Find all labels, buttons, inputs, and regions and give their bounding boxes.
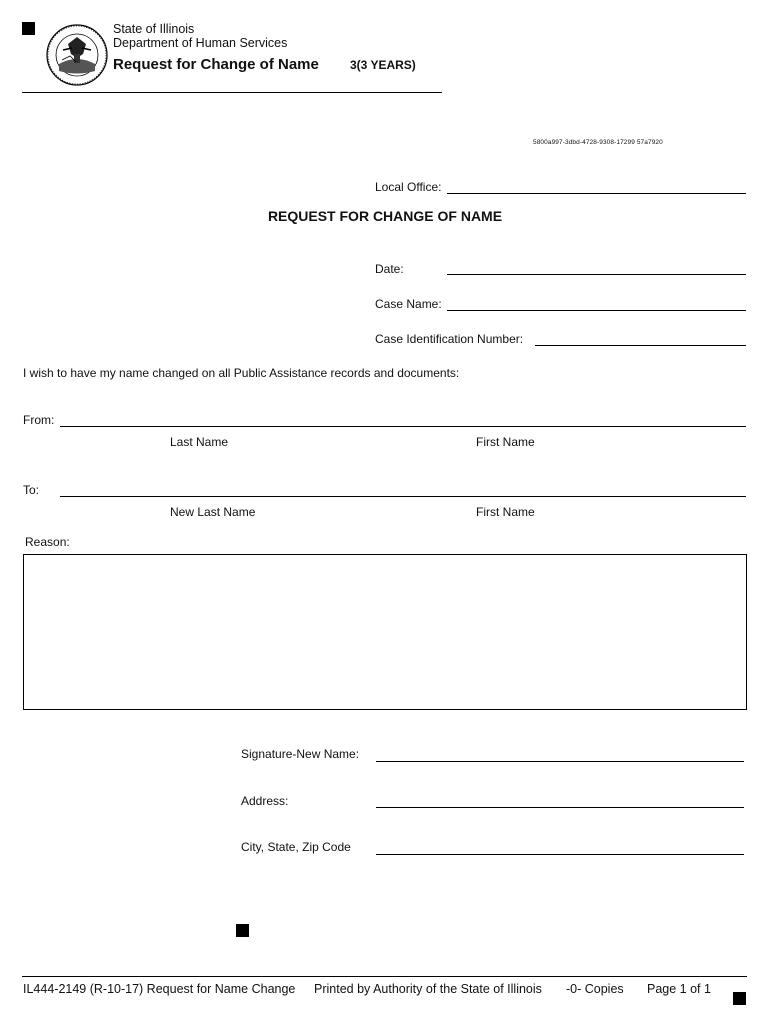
case-id-label: Case Identification Number:	[375, 332, 524, 346]
footer-form-number: IL444-2149 (R-10-17) Request for Name Change	[23, 982, 296, 996]
illinois-seal-icon	[46, 24, 108, 86]
date-label: Date:	[375, 262, 404, 276]
footer-page-number: Page 1 of 1	[647, 982, 711, 996]
retention-period: 3(3 YEARS)	[350, 58, 416, 72]
case-name-label: Case Name:	[375, 297, 442, 311]
case-id-field[interactable]	[535, 345, 746, 346]
from-last-name-caption: Last Name	[170, 435, 229, 449]
footer-authority: Printed by Authority of the State of Illinois	[314, 982, 542, 996]
header-rule	[22, 92, 442, 93]
to-first-name-caption: First Name	[476, 505, 535, 519]
to-last-name-caption: New Last Name	[170, 505, 256, 519]
local-office-field[interactable]	[447, 193, 746, 194]
to-name-field[interactable]	[60, 496, 746, 497]
from-name-field[interactable]	[60, 426, 746, 427]
statement-text: I wish to have my name changed on all Public Assistance records and documents:	[23, 366, 460, 380]
registration-mark-top-left	[22, 22, 35, 35]
reason-label: Reason:	[25, 535, 70, 549]
address-label: Address:	[241, 794, 289, 808]
registration-mark-center	[236, 924, 249, 937]
from-first-name-caption: First Name	[476, 435, 535, 449]
to-label: To:	[23, 483, 40, 497]
agency-department: Department of Human Services	[113, 36, 288, 50]
registration-mark-bottom-right	[733, 992, 746, 1005]
footer-copies: -0- Copies	[566, 982, 624, 996]
footer-rule	[22, 976, 747, 977]
address-field[interactable]	[376, 807, 744, 808]
city-state-zip-field[interactable]	[376, 854, 744, 855]
date-field[interactable]	[447, 274, 746, 275]
city-state-zip-label: City, State, Zip Code	[241, 840, 351, 854]
signature-field[interactable]	[376, 761, 744, 762]
form-title: Request for Change of Name	[113, 56, 319, 73]
agency-state: State of Illinois	[113, 22, 195, 36]
form-heading: REQUEST FOR CHANGE OF NAME	[267, 208, 503, 224]
local-office-label: Local Office:	[375, 180, 442, 194]
reason-textarea[interactable]	[23, 554, 747, 710]
signature-label: Signature-New Name:	[241, 747, 360, 761]
case-name-field[interactable]	[447, 310, 746, 311]
from-label: From:	[23, 413, 55, 427]
document-id: 5800a997-3dbd-4728-9308-17299 57a7920	[533, 139, 663, 146]
